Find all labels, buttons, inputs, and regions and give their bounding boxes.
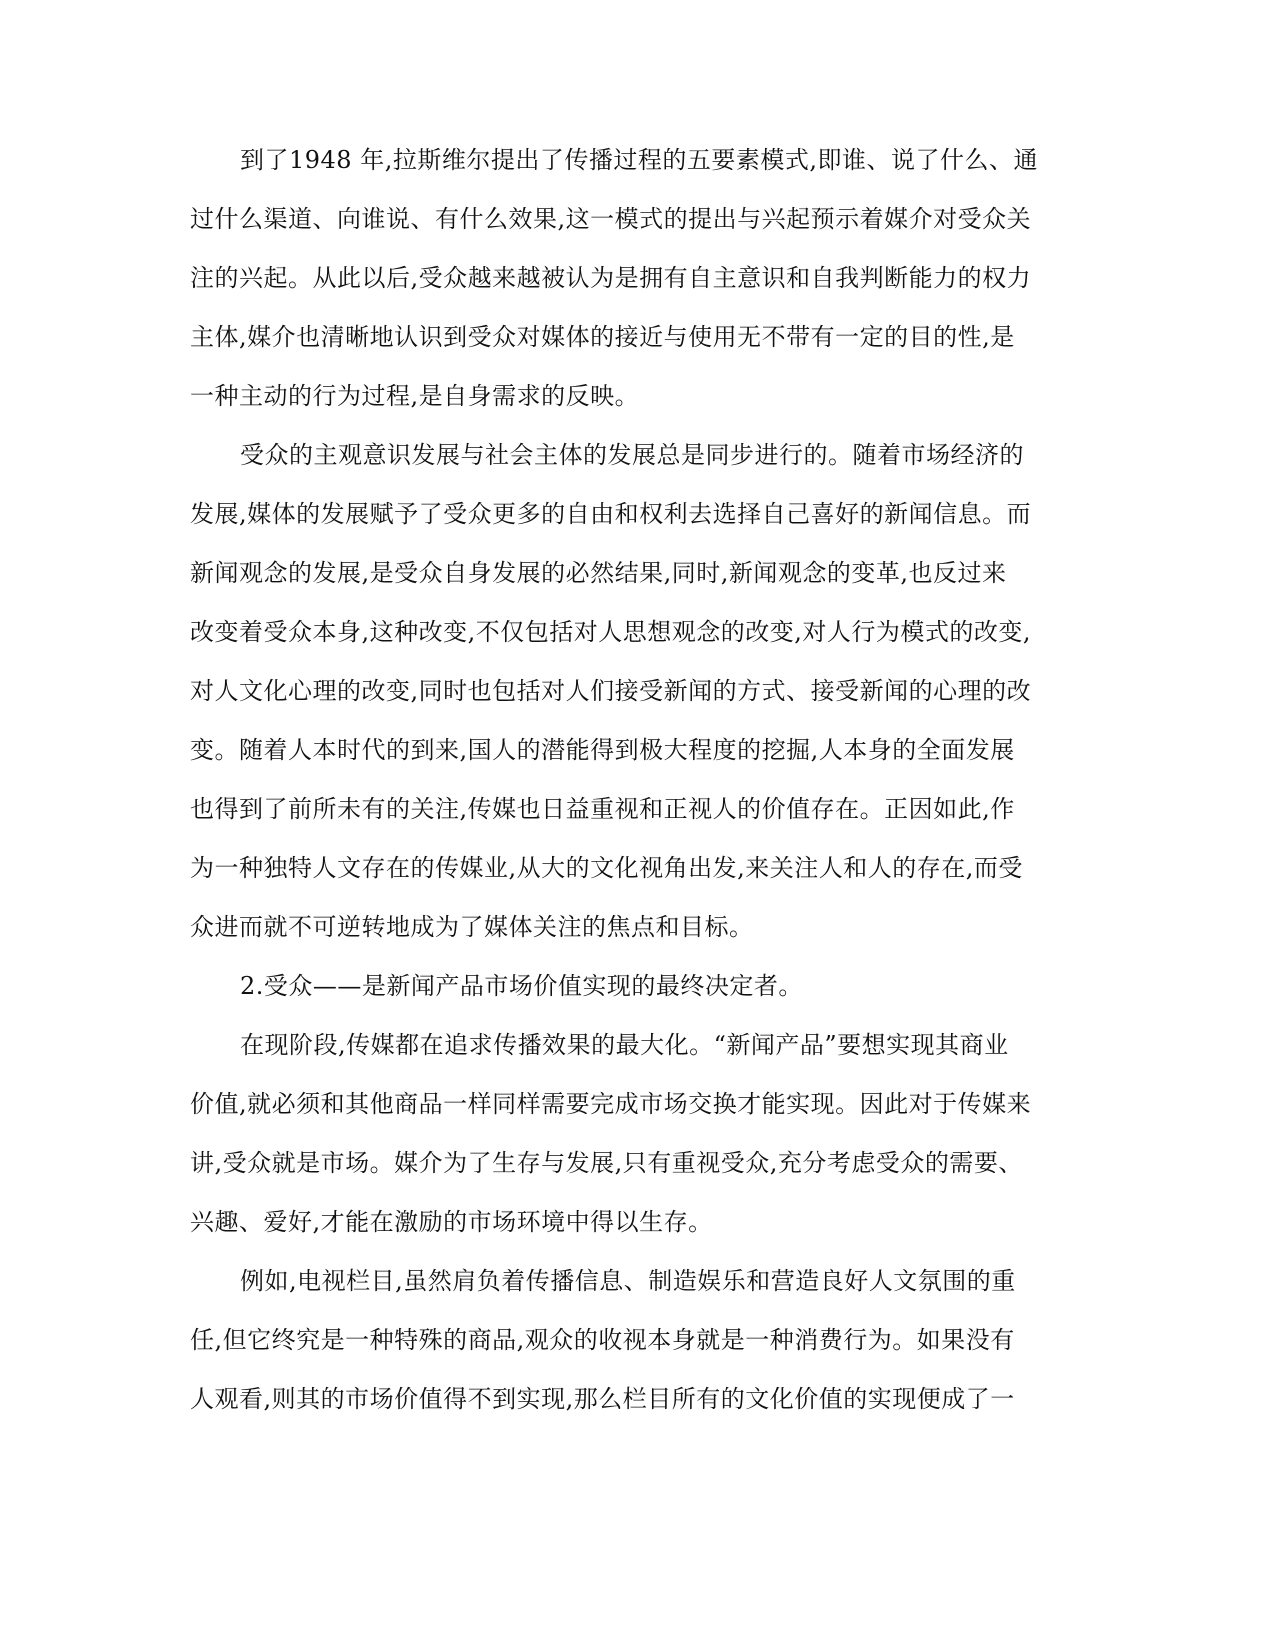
text-line: 任,但它终究是一种特殊的商品,观众的收视本身就是一种消费行为。如果没有	[190, 1326, 1015, 1354]
text-line: 发展,媒体的发展赋予了受众更多的自由和权利去选择自己喜好的新闻信息。而	[190, 500, 1032, 528]
text-line: 例如,电视栏目,虽然肩负着传播信息、制造娱乐和营造良好人文氛围的重	[240, 1267, 1016, 1295]
text-line: 到了1948 年,拉斯维尔提出了传播过程的五要素模式,即谁、说了什么、通	[240, 146, 1038, 174]
text-line: 改变着受众本身,这种改变,不仅包括对人思想观念的改变,对人行为模式的改变,	[190, 618, 1032, 646]
text-line: 讲,受众就是市场。媒介为了生存与发展,只有重视受众,充分考虑受众的需要、	[190, 1149, 1023, 1177]
text-line: 一种主动的行为过程,是自身需求的反映。	[190, 382, 640, 410]
text-line: 受众的主观意识发展与社会主体的发展总是同步进行的。随着市场经济的	[240, 441, 1024, 469]
text-line: 对人文化心理的改变,同时也包括对人们接受新闻的方式、接受新闻的心理的改	[190, 677, 1032, 705]
text-line: 价值,就必须和其他商品一样同样需要完成市场交换才能实现。因此对于传媒来	[190, 1090, 1032, 1118]
text-line: 过什么渠道、向谁说、有什么效果,这一模式的提出与兴起预示着媒介对受众关	[190, 205, 1032, 233]
text-line: 在现阶段,传媒都在追求传播效果的最大化。“新闻产品”要想实现其商业	[240, 1031, 1009, 1059]
text-line: 众进而就不可逆转地成为了媒体关注的焦点和目标。	[190, 913, 754, 941]
text-line: 注的兴起。从此以后,受众越来越被认为是拥有自主意识和自我判断能力的权力	[190, 264, 1032, 292]
text-line: 兴趣、爱好,才能在激励的市场环境中得以生存。	[190, 1208, 713, 1236]
text-line: 人观看,则其的市场价值得不到实现,那么栏目所有的文化价值的实现便成了一	[190, 1385, 1015, 1413]
section-heading: 2.受众——是新闻产品市场价值实现的最终决定者。	[240, 972, 803, 1000]
text-line: 变。随着人本时代的到来,国人的潜能得到极大程度的挖掘,人本身的全面发展	[190, 736, 1015, 764]
text-line: 新闻观念的发展,是受众自身发展的必然结果,同时,新闻观念的变革,也反过来	[190, 559, 1007, 587]
text-line: 也得到了前所未有的关注,传媒也日益重视和正视人的价值存在。正因如此,作	[190, 795, 1015, 823]
text-line: 主体,媒介也清晰地认识到受众对媒体的接近与使用无不带有一定的目的性,是	[190, 323, 1015, 351]
text-line: 为一种独特人文存在的传媒业,从大的文化视角出发,来关注人和人的存在,而受	[190, 854, 1023, 882]
